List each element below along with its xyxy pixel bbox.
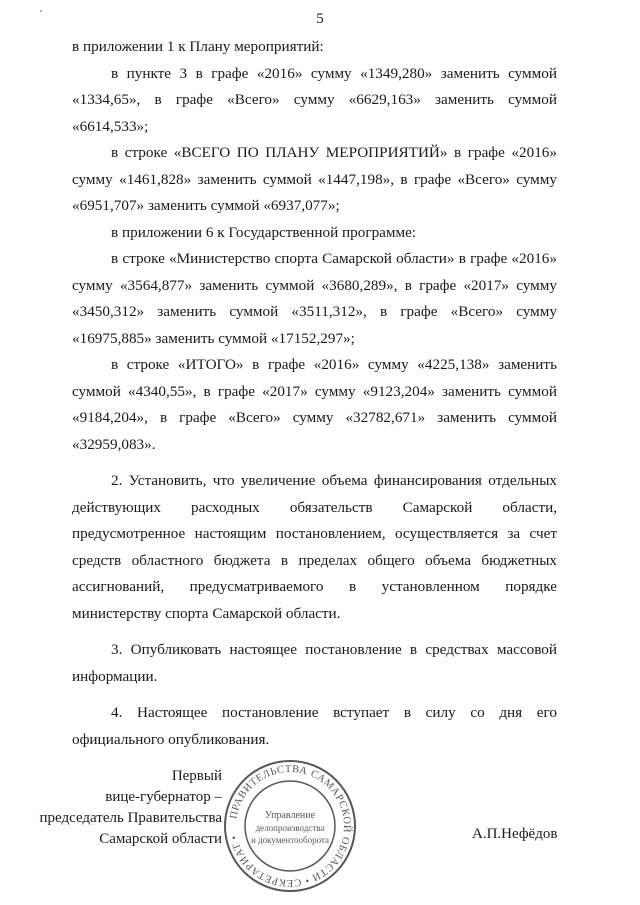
seal-center-line-2: делопроизводства: [255, 823, 325, 833]
paragraph-appendix-1-intro: в приложении 1 к Плану мероприятий:: [72, 38, 324, 55]
paragraph-clause-2: 2. Установить, что увеличение объема финансирования отдельных действующих расходных обязательств Самарской области, предусмотренное настоящим постановлением, осуществляется за счет средств областного бюджета в пределах общего объема бюджетных ассигнований, предусматриваемого в установленном порядке министерству спорта Самарской области.: [72, 472, 557, 622]
paragraph-total-plan: в строке «ВСЕГО ПО ПЛАНУ МЕРОПРИЯТИЙ» в графе «2016» сумму «1461,828» заменить суммой «1447,198», в графе «Всего» сумму «6951,707» заменить суммой «6937,077»;: [72, 144, 557, 214]
position-line-4: Самарской области: [99, 831, 222, 847]
official-seal-icon: [222, 758, 358, 894]
paragraph-clause-4: 4. Настоящее постановление вступает в силу со дня его официального опубликования.: [72, 704, 557, 748]
paragraph-itogo-row: в строке «ИТОГО» в графе «2016» сумму «4225,138» заменить суммой «4340,55», в графе «2017» сумму «9123,204» заменить суммой «9184,204», в графе «Всего» сумму «32782,671» заменить суммой «32959,083».: [72, 356, 557, 453]
signatory-name: А.П.Нефёдов: [472, 826, 558, 842]
paragraph-ministry-row: в строке «Министерство спорта Самарской области» в графе «2016» сумму «3564,877» заменить суммой «3680,289», в графе «2017» сумму «3450,312» заменить суммой «3511,312», в графе «Всего» сумму «16975,885» заменить суммой «17152,297»;: [72, 250, 557, 347]
paragraph-item-3: в пункте 3 в графе «2016» сумму «1349,280» заменить суммой «1334,65», в графе «Всего» сумму «6629,163» заменить суммой «6614,533»;: [72, 64, 557, 135]
paragraph-clause-3: 3. Опубликовать настоящее постановление в средствах массовой информации.: [72, 641, 557, 685]
page-number: 5: [316, 11, 324, 27]
seal-center-line-1: Управление: [264, 810, 316, 821]
signature-block: [0, 758, 640, 898]
signatory-position: [39, 766, 222, 850]
seal-ring-text: ПРАВИТЕЛЬСТВА САМАРСКОЙ ОБЛАСТИ • СЕКРЕТАРИАТ •: [228, 763, 353, 889]
document-body: [72, 34, 557, 753]
seal-center-line-3: и документооборота: [250, 835, 330, 845]
position-line-2: вице-губернатор –: [105, 789, 222, 805]
position-line-3: председатель Правительства: [39, 810, 222, 826]
paragraph-appendix-6-intro: в приложении 6 к Государственной программе:: [111, 223, 417, 241]
position-line-1: Первый: [171, 768, 222, 784]
